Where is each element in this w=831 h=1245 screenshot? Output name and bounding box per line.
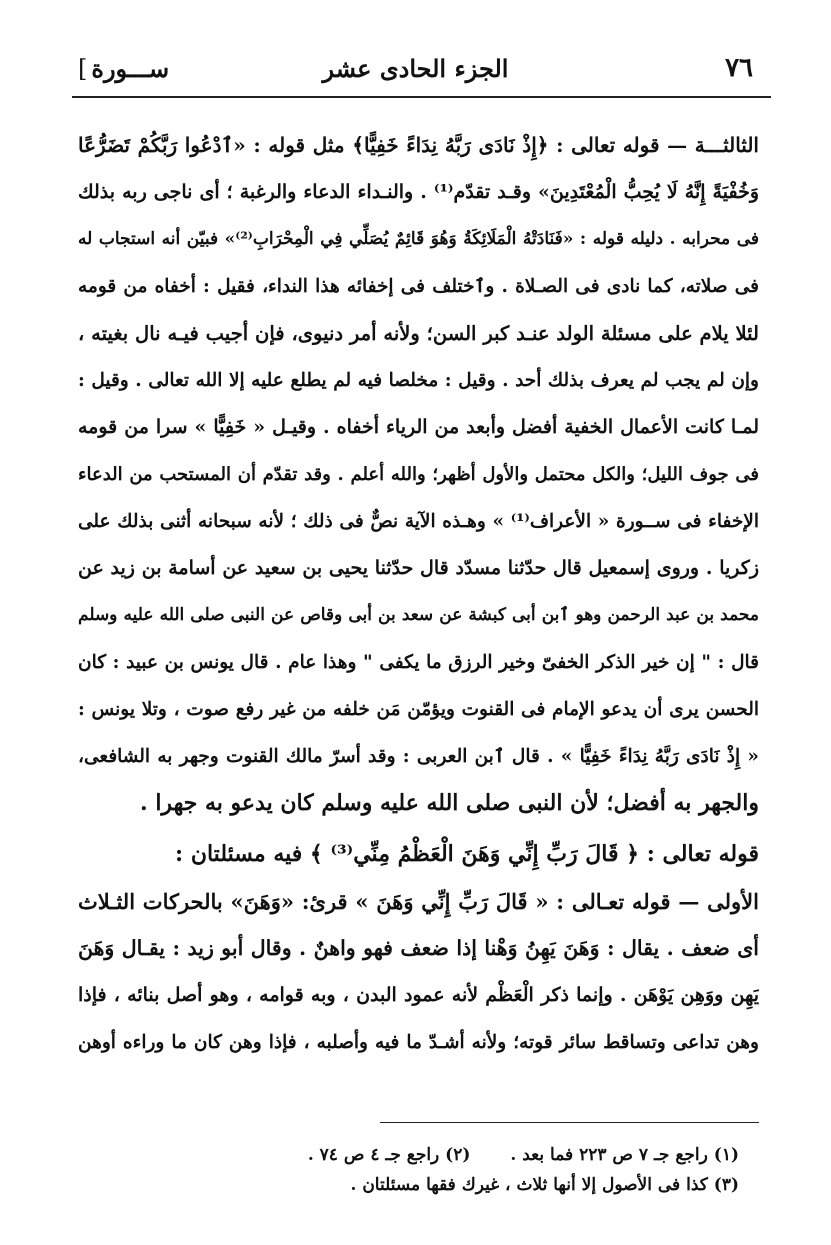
body-line: الثالثـــة — قوله تعالى : ﴿إِذْ نَادَى رَبَّهُ نِدَاءً خَفِيًّا﴾ مثل قوله : «ٱدْعُوا رَبَّكُمْ تَضَرُّعًا bbox=[78, 133, 759, 157]
body-line: زكريا . وروى إسمعيل قال حدّثنا مسدّد قال حدّثنا يحيى بن سعيد عن أسامة بن زيد عن bbox=[78, 557, 759, 579]
header-rule bbox=[72, 96, 771, 98]
page-number: ٧٦ bbox=[725, 53, 753, 83]
body-line: محمد بن عبد الرحمن وهو ٱبن أبى كبشة عن سعد بن أبى وقاص عن النبى صلى الله عليه وسلم bbox=[78, 605, 759, 625]
footnote-1: (١) راجع جـ ٧ ص ٢٢٣ فما بعد . bbox=[510, 1145, 739, 1165]
body-line: « إِذْ نَادَى رَبَّهُ نِدَاءً خَفِيًّا » . قال ٱبن العربى : وقد أسرّ مالك القنوت وجهر به الشافعى، bbox=[78, 746, 759, 767]
footnote-3: (٣) كذا فى الأصول إلا أنها ثلاث ، غيرك فقها مسئلتان . bbox=[350, 1175, 739, 1195]
running-title: الجزء الحادى عشر bbox=[322, 53, 509, 83]
body-text bbox=[78, 122, 759, 1066]
body-line: الإخفاء فى ســورة « الأعراف⁽¹⁾ » وهـذه الآية نصٌّ فى ذلك ؛ لأنه سبحانه أثنى بذلك على bbox=[78, 511, 759, 532]
surah-label bbox=[78, 54, 169, 83]
footnote-row bbox=[250, 1140, 739, 1170]
surah-label-text: ســـورة bbox=[91, 53, 170, 83]
footnote-rule bbox=[380, 1122, 759, 1123]
footnotes bbox=[250, 1140, 739, 1200]
body-line: الحسن يرى أن يدعو الإمام فى القنوت ويؤمّن مَن خلفه من غير رفع صوت ، وتلا يونس : bbox=[78, 699, 759, 720]
body-line: أى ضعف . يقال : وَهَنَ يَهِنُ وَهْنا إذا ضعف فهو واهنٌ . وقال أبو زيد : يقـال وَهَنَ bbox=[78, 936, 759, 960]
body-line: قال : " إن خير الذكر الخفىّ وخير الرزق ما يكفى " وهذا عام . قال يونس بن عبيد : كان bbox=[78, 652, 759, 673]
body-line: لمـا كانت الأعمال الخفية أفضل وأبعد من الرياء أخفاه . وقيـل « خَفِيًّا » سرا من قومه bbox=[78, 416, 759, 438]
verse-heading: قوله تعالى : ﴿ قَالَ رَبِّ إِنِّي وَهَنَ الْعَظْمُ مِنِّي⁽³⁾ ﴾ فيه مسئلتان : bbox=[175, 841, 759, 867]
page-header bbox=[78, 48, 753, 88]
body-line: فى صلاته، كما نادى فى الصـلاة . وٱختلف فى إخفائه هذا النداء، فقيل : أخفاه من قومه bbox=[78, 276, 759, 297]
body-line: وإن لم يجب لم يعرف بذلك أحد . وقيل : مخلصا فيه لم يطلع عليه إلا الله تعالى . وقيل : bbox=[78, 370, 759, 391]
footnote-row bbox=[250, 1170, 739, 1200]
body-line-paragraph-end: والجهر به أفضل؛ لأن النبى صلى الله عليه وسلم كان يدعو به جهرا . bbox=[140, 790, 759, 816]
body-line: يَهِن ووَهِن يَوْهَن . وإنما ذكر الْعَظْم لأنه عمود البدن ، وبه قوامه ، وهو أصل بنائه ، فإذا bbox=[78, 984, 759, 1006]
body-line: وهن تداعى وتساقط سائر قوته؛ ولأنه أشـدّ ما فيه وأصلبه ، فإذا وهن كان ما وراءه أوهن bbox=[78, 1032, 759, 1053]
body-line: فى جوف الليل؛ والكل محتمل والأول أظهر؛ والله أعلم . وقد تقدّم أن المستحب من الدعاء bbox=[78, 464, 759, 485]
body-line: فى محرابه . دليله قوله : «فَنَادَتْهُ الْمَلَائِكَةُ وَهُوَ قَائِمٌ يُصَلِّي فِي الْمِحْرَابِ⁽²⁾» فبيّن أنه استجاب له bbox=[78, 229, 759, 249]
body-line: وَخُفْيَةً إِنَّهُ لَا يُحِبُّ الْمُعْتَدِينَ» وقـد تقدّم⁽¹⁾ . والنـداء الدعاء والرغبة ؛ أى ناجى ربه بذلك bbox=[78, 181, 759, 203]
body-line: لئلا يلام على مسئلة الولد عنـد كبر السن؛ ولأنه أمر دنيوى، فإن أجيب فيـه نال بغيته ، bbox=[78, 322, 759, 345]
body-line: الأولى — قوله تعـالى : « قَالَ رَبِّ إِنِّي وَهَنَ » قرئ: «وَهَنَ» بالحركات الثـلاث bbox=[78, 889, 759, 914]
footnote-2: (٢) راجع جـ ٤ ص ٧٤ . bbox=[307, 1145, 471, 1165]
surah-bracket: ] bbox=[78, 54, 88, 83]
